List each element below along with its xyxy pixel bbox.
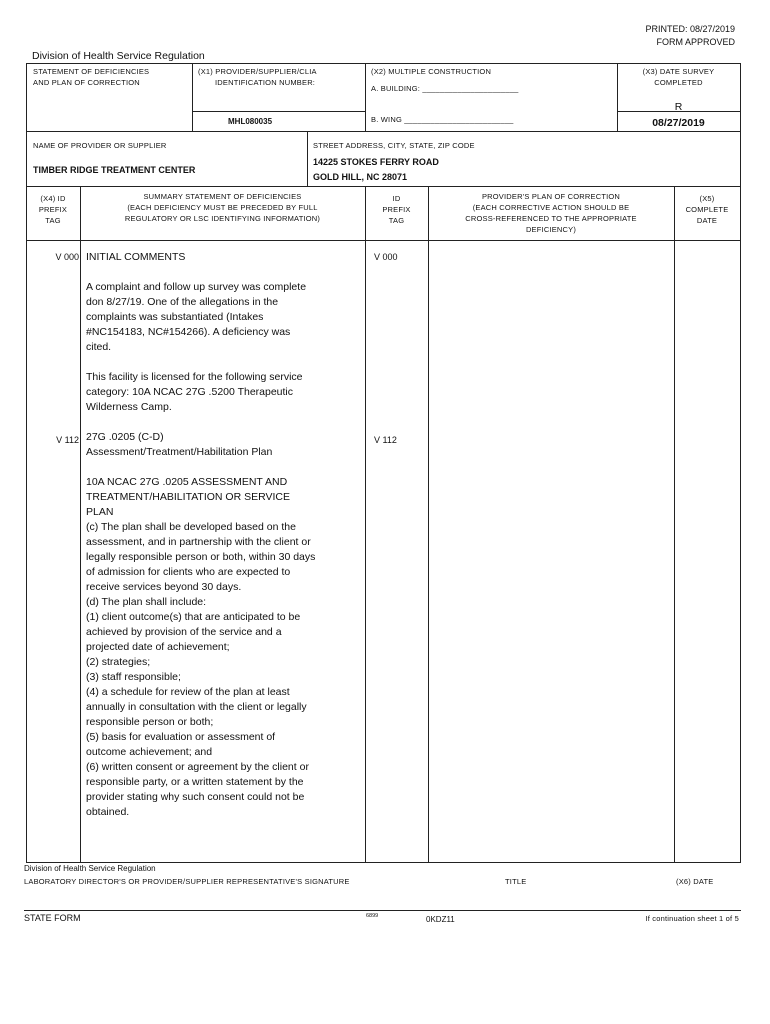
wing-field: B. WING _________________________ — [371, 115, 514, 124]
provider-id: MHL080035 — [228, 117, 273, 126]
plan-header-2: (EACH CORRECTIVE ACTION SHOULD BE — [472, 203, 630, 212]
col-sep-id — [428, 186, 429, 862]
x2-label: (X2) MULTIPLE CONSTRUCTION — [371, 67, 492, 76]
license-paragraph: This facility is licensed for the following service category: 10A NCAC 27G .5200 Therapeutic Wilderness Camp. — [86, 371, 303, 413]
x5-header-2: COMPLETE — [685, 205, 729, 214]
frame-right — [740, 63, 741, 862]
x5-header-3: DATE — [696, 216, 718, 225]
rule-text: 10A NCAC 27G .0205 ASSESSMENT AND TREATMENT/HABILITATION OR SERVICE PLAN (c) The plan shall be developed based on the assessment, and in partnership with the client or legally responsible person or both, within 30 days of admission for clients who are expected to receive services beyond 30 days. (d) The plan shall include: (1) client outcome(s) that are anticipated to be achieved by provision of the service and a projected date of achievement; (2) strategies; (3) staff responsible; (4) a schedule for review of the plan at least annually in consultation with the client or legally responsible person or both; (5) basis for evaluation or assessment of outcome achievement; and (6) written consent or agreement by the client or responsible party, or a written statement by the provider stating why such consent could not be obtained. — [86, 476, 316, 818]
col-sep-x4 — [80, 186, 81, 862]
plan-header-1: PROVIDER'S PLAN OF CORRECTION — [481, 192, 621, 201]
summary-header-2: (EACH DEFICIENCY MUST BE PRECEDED BY FULL — [127, 203, 318, 212]
plan-header-3: CROSS-REFERENCED TO THE APPROPRIATE — [465, 214, 637, 223]
row1-sep2 — [365, 63, 366, 131]
row2-sep — [307, 131, 308, 186]
address-line1: 14225 STOKES FERRY ROAD — [313, 157, 439, 167]
x4-header-2: PREFIX — [38, 205, 68, 214]
state-form: STATE FORM — [24, 913, 81, 923]
x4-header-3: TAG — [45, 216, 61, 225]
column-header-divider — [26, 240, 741, 241]
rule-title-2: Assessment/Treatment/Habilitation Plan — [86, 446, 273, 458]
tag-v112-left: V 112 — [56, 435, 79, 445]
provider-name: TIMBER RIDGE TREATMENT CENTER — [33, 165, 196, 175]
id-header-1: ID — [392, 194, 401, 203]
agency-title: Division of Health Service Regulation — [32, 50, 205, 62]
id-header-3: TAG — [388, 216, 405, 225]
tag-v000-right: V 000 — [374, 252, 398, 262]
rule-title-1: 27G .0205 (C-D) — [86, 431, 164, 443]
provider-name-label: NAME OF PROVIDER OR SUPPLIER — [33, 141, 167, 150]
row1-sep1 — [192, 63, 193, 131]
continuation-note: If continuation sheet 1 of 5 — [645, 914, 739, 923]
x3-label: (X3) DATE SURVEY — [642, 67, 715, 76]
frame-bottom — [26, 862, 741, 863]
tag-v112-right: V 112 — [374, 435, 397, 445]
date-label: (X6) DATE — [676, 877, 714, 886]
summary-header-3: REGULATORY OR LSC IDENTIFYING INFORMATION) — [124, 214, 321, 223]
signature-label: LABORATORY DIRECTOR'S OR PROVIDER/SUPPLIER REPRESENTATIVE'S SIGNATURE — [24, 877, 350, 886]
summary-body — [86, 250, 361, 835]
form-approved: FORM APPROVED — [656, 37, 735, 47]
plan-header-4: DEFICIENCY) — [525, 225, 577, 234]
tag-v000-left: V 000 — [55, 252, 79, 262]
plan-label: AND PLAN OF CORRECTION — [33, 78, 140, 87]
col-sep-summary — [365, 186, 366, 862]
x3-sublabel: COMPLETED — [654, 78, 703, 87]
title-label: TITLE — [505, 877, 527, 886]
frame-top — [26, 63, 741, 64]
statement-label: STATEMENT OF DEFICIENCIES — [33, 67, 150, 76]
footer-agency: Division of Health Service Regulation — [24, 864, 156, 873]
row1-divider — [26, 131, 741, 132]
x1-inner-line — [192, 111, 365, 112]
x1-label: (X1) PROVIDER/SUPPLIER/CLIA — [198, 67, 317, 76]
x3-r: R — [674, 101, 683, 113]
x4-header-1: (X4) ID — [40, 194, 66, 203]
footer-divider — [24, 910, 741, 911]
x5-header-1: (X5) — [699, 194, 715, 203]
complaint-paragraph: A complaint and follow up survey was complete don 8/27/19. One of the allegations in the complaints was substantiated (Intakes #NC154183, NC#154266). A deficiency was cited. — [86, 281, 307, 353]
initial-comments-title: INITIAL COMMENTS — [86, 251, 186, 263]
address-line2: GOLD HILL, NC 28071 — [313, 172, 408, 182]
x1-sublabel: IDENTIFICATION NUMBER: — [215, 78, 316, 87]
event-id: 0KDZ11 — [426, 915, 455, 924]
frame-left — [26, 63, 27, 862]
summary-header-1: SUMMARY STATEMENT OF DEFICIENCIES — [143, 192, 302, 201]
survey-date: 08/27/2019 — [652, 117, 705, 129]
building-field: A. BUILDING: ______________________ — [371, 84, 519, 93]
id-header-2: PREFIX — [382, 205, 411, 214]
form-code: 6899 — [366, 913, 379, 919]
address-label: STREET ADDRESS, CITY, STATE, ZIP CODE — [313, 141, 475, 150]
row2-divider — [26, 186, 741, 187]
col-sep-plan — [674, 186, 675, 862]
printed-date: PRINTED: 08/27/2019 — [645, 24, 735, 34]
